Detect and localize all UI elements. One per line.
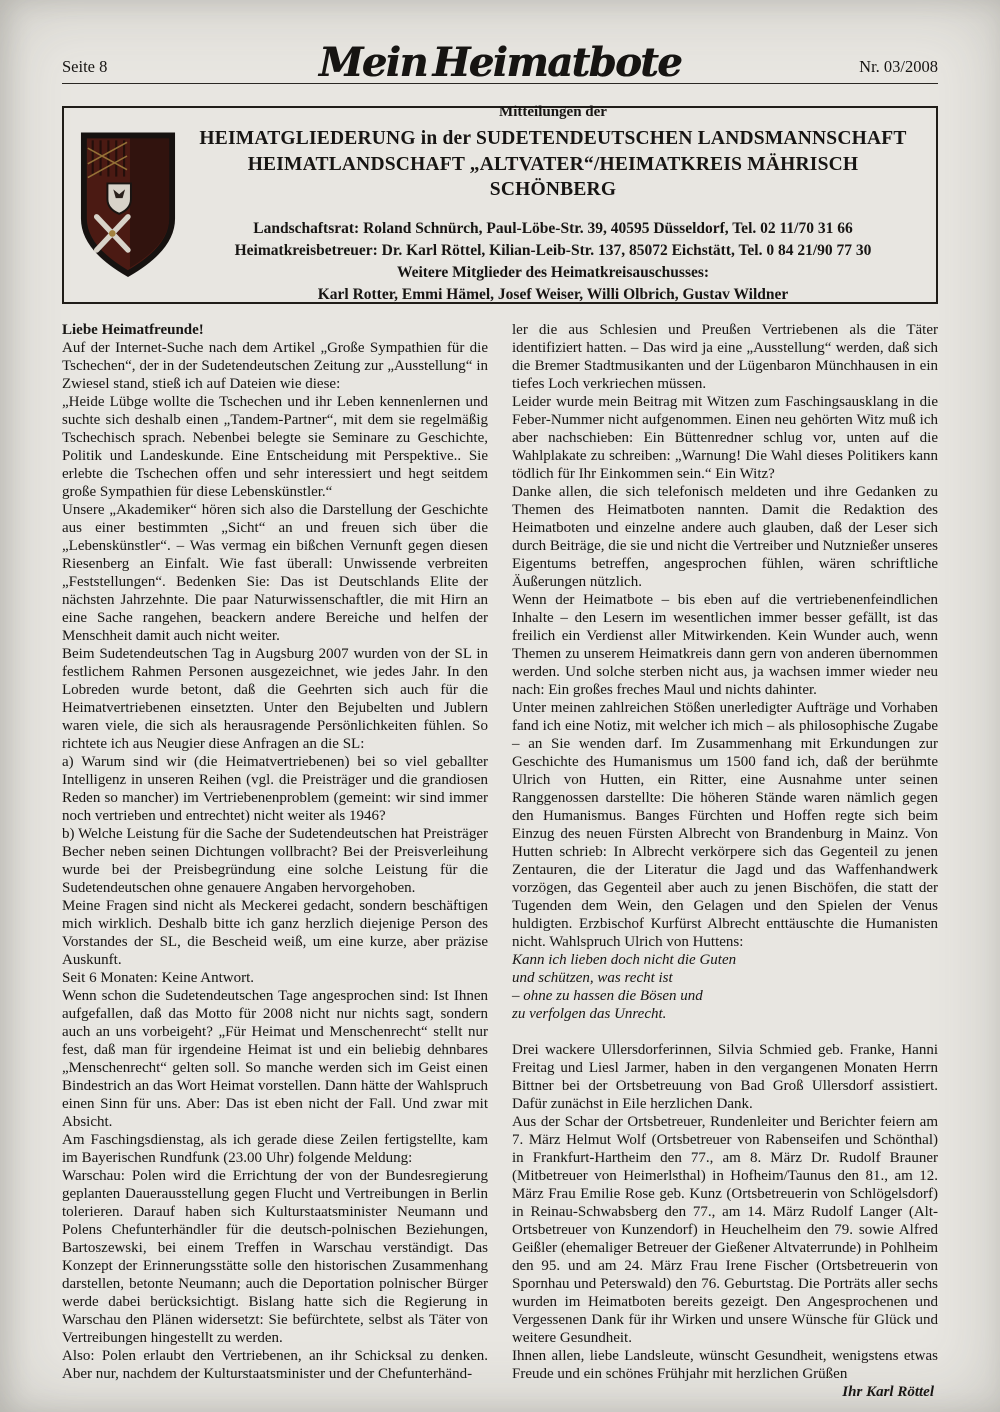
paragraph: Warschau: Polen wird die Errichtung der von der Bundesregierung geplanten Dauerausstellung gegen Flucht und Vertreibungen in Berlin tolerieren. Darauf haben sich Kulturstaatsminister Neumann und Polens Chefunterhändler für die deutsch-polnischen Beziehungen, Bartoszewski, bei einem Treffen in Warschau verständigt. Das Konzept der Erinnerungsstätte solle den historischen Zusammenhang darstellen, betonte Neumann; auch die Deportation polnischer Bürger werde dabei berücksichtigt. Bislang hatte sich die Regierung in Warschau den Plänen widersetzt: Sie befürchtete, selbst als Täter von Vertreibungen hingestellt zu werden. [62, 1168, 488, 1346]
hutten-verse [512, 951, 938, 1023]
right-paragraphs-top [512, 321, 938, 951]
association-infobox [62, 103, 938, 304]
paragraph: b) Welche Leistung für die Sache der Sudetendeutschen hat Preisträger Becher neben seinen Dichtungen vollbracht? Bei der Preisverleihung wurde bei der Preisbegründung eine solche Leistung für die Sudetendeutschen ohne genauere Angaben hervorgehoben. [62, 826, 488, 896]
members-label: Weitere Mitglieder des Heimatkreisauschusses: [396, 264, 710, 282]
signature: Ihr Karl Röttel [842, 1384, 934, 1400]
verse-line: – ohne zu hassen die Bösen und [512, 988, 703, 1004]
paragraph: Unsere „Akademiker“ hören sich also die Darstellung der Geschichte aus einer bestimmten „Sicht“ an und freuen sich über die „Lebenskünstler“. – Was vermag ein bißchen Vernunft gegen diesen Riesenberg an Einfalt. Wie fast überall: Unwissende verbreiten „Feststellungen“. Bedenken Sie: Das ist Deutschlands Elite der nächsten Jahrzehnte. Die paar Naturwissenschaftler, die mit Hirn an eine Sache rangehen, beackern andere Bereiche und helfen der Menschheit damit auch nicht weiter. [62, 502, 488, 644]
landschaftsrat-contact: Landschaftsrat: Roland Schnürch, Paul-Löbe-Str. 39, 40595 Düsseldorf, Tel. 02 11/70 31 66 [253, 220, 853, 238]
paragraph: Wenn der Heimatbote – bis eben auf die vertriebenenfeindlichen Inhalte – den Lesern im wesentlichen immer besser gefällt, ist das freilich ein Verdienst aller Mitwirkenden. Kein Wunder auch, wenn Themen zu unserem Heimatkreis dann gern von anderen übernommen werden. Und solche sterben nicht aus, ja wachsen immer wieder neu nach: Ein großes freches Maul und nichts dahinter. [512, 592, 938, 698]
altvater-coat-of-arms-icon [79, 130, 177, 280]
article-body [62, 321, 938, 1401]
verse-line: Kann ich lieben doch nicht die Guten [512, 952, 737, 968]
paragraph: a) Warum sind wir (die Heimatvertriebenen) bei so viel geballter Intelligenz in unseren Reihen (vgl. die Preisträger und die grandiosen Reden so mancher) im Vertriebenenproblem (gemeint: wir sind immer noch vertrieben und entrechtet) nicht weiter als 1946? [62, 754, 488, 824]
infobox-contacts [184, 218, 922, 306]
crest-container [72, 130, 184, 280]
masthead-title: Mein Heimatbote [318, 39, 682, 86]
verse-line: zu verfolgen das Unrecht. [512, 1006, 667, 1022]
left-paragraphs [62, 339, 488, 1383]
infobox-title-line1: HEIMATGLIEDERUNG in der SUDETENDEUTSCHEN LANDSMANNSCHAFT [199, 127, 907, 149]
right-paragraphs-bottom [512, 1041, 938, 1383]
left-column [62, 321, 488, 1401]
right-column [512, 321, 938, 1401]
paragraph: Am Faschingsdienstag, als ich gerade diese Zeilen fertigstellte, kam im Bayerischen Rundfunk (23.00 Uhr) folgende Meldung: [62, 1132, 488, 1166]
paragraph: Danke allen, die sich telefonisch meldeten und ihre Gedanken zu Themen des Heimatboten nannten. Damit die Redaktion des Heimatboten und einzelne andere auch glauben, daß der Leser sich durch Beiträge, die sie und nicht die Vertreiber und Nutznießer unseres Eigentums betreffen, angesprochen fühlen, wären schriftliche Äußerungen nützlich. [512, 484, 938, 590]
paragraph: Unter meinen zahlreichen Stößen unerledigter Aufträge und Vorhaben fand ich eine Notiz, mit welcher ich mich – als philosophische Zugabe – an Sie wenden darf. Im Zusammenhang mit Erkundungen zur Geschichte des Humanismus um 1500 fand ich, daß der berühmte Ulrich von Hutten, ein Ritter, eine Ausnahme unter seinen Ranggenossen darstellte: Die höheren Stände waren nämlich gegen den Humanismus. Banges Fürchten und Hoffen regte sich beim Einzug des neuen Fürsten Albrecht von Brandenburg in Mainz. Von Hutten schrieb: In Albrecht verkörpere sich das Gegenteil zu jenen Zentauren, die der Literatur die Jagd und das Waffenhandwerk vorzögen, das Gegenteil aber auch zu jenen Bischöfen, die statt der Tugenden dem Wein, den Gelagen und den Spielen der Venus huldigten. Erzbischof Kurfürst Albrecht enttäuschte die Humanisten nicht. Wahlspruch Ulrich von Huttens: [512, 700, 938, 950]
paragraph: Leider wurde mein Beitrag mit Witzen zum Faschingsausklang in die Feber-Nummer nicht aufgenommen. Einen neu gehörten Witz muß ich aber nachschieben: Ein Büttenredner schlug vor, unten auf die Wahlplakate zu schreiben: „Warnung! Die Wahl dieses Politikers kann tödlich für Ihr Einkommen sein.“ Ein Witz? [512, 394, 938, 482]
paragraph: ler die aus Schlesien und Preußen Vertriebenen als die Täter identifiziert hatten. – Das wird ja eine „Ausstellung“ werden, daß sich die Bremer Stadtmusikanten und der Lügenbaron Münchhausen in ein tiefes Loch verkriechen müssen. [512, 322, 938, 392]
paragraph: Seit 6 Monaten: Keine Antwort. [62, 970, 255, 986]
infobox-intro: Mitteilungen der [499, 103, 607, 120]
paragraph: Meine Fragen sind nicht als Meckerei gedacht, sondern beschäftigen mich wirklich. Deshalb bitte ich ganz herzlich diejenige Person des Vorstandes der SL, die Bescheid weiß, um eine kurze, aber präzise Auskunft. [62, 898, 488, 968]
infobox-text [184, 104, 922, 306]
salutation: Liebe Heimatfreunde! [62, 322, 204, 338]
paragraph: „Heide Lübge wollte die Tschechen und ihr Leben kennenlernen und suchte sich deshalb einen „Tandem-Partner“, mit dem sie regelmäßig Tschechisch sprach. Nebenbei belegte sie Seminare zu Geschichte, Politik und Landeskunde. Eine Entscheidung mit Perspektive.. Sie erlebte die Tschechen offen und sehr interessiert und hegt seitdem große Sympathien für diese Lebenskünstler.“ [62, 394, 488, 500]
paragraph: Beim Sudetendeutschen Tag in Augsburg 2007 wurden von der SL in festlichem Rahmen Personen ausgezeichnet, wie jedes Jahr. In den Lobreden wurde betont, daß die Geehrten sich auch für die Heimatvertriebenen einsetzten. Unter den Bejubelten und Jublern waren viele, die sich als herausragende Persönlichkeiten fühlen. So richtete ich aus Neugier diese Anfragen an die SL: [62, 646, 488, 752]
page-header [62, 38, 938, 84]
paragraph: Aus der Schar der Ortsbetreuer, Rundenleiter und Berichter feiern am 7. März Helmut Wolf (Ortsbetreuer von Rabenseifen und Schönthal) in Frankfurt-Hartheim den 77., am 8. März Dr. Rudolf Brauner (Mitbetreuer von Heimerlsthal) in Hofheim/Taunus den 81., am 12. März Frau Emilie Rose geb. Kunz (Ortsbetreuerin von Schlögelsdorf) in Reinau-Schwabsberg den 77., am 14. März Rudolf Langer (Alt-Ortsbetreuer von Kunzendorf) in Heuchelheim den 79. sowie Alfred Geißler (ehemaliger Betreuer der Gießener Altvaterrunde) in Pohlheim den 95. und am 24. März Frau Irene Fischer (Ortsbetreuerin von Spornhau und Peterswald) den 76. Geburtstag. Die Porträts aller sechs wurden im Heimatboten bereits gezeigt. Den Angesprochenen und Vergessenen Dank für ihr Wirken und unsere Wünsche für Glück und weitere Gesundheit. [512, 1114, 938, 1346]
infobox-title-line2: HEIMATLANDSCHAFT „ALTVATER“/HEIMATKREIS MÄHRISCH SCHÖNBERG [247, 153, 859, 201]
verse-line: und schützen, was recht ist [512, 970, 673, 986]
paragraph: Auf der Internet-Suche nach dem Artikel „Große Sympathien für die Tschechen“, der in der Sudetendeutschen Zeitung zur „Ausstellung“ in Zwiesel stand, stieß ich auf Dateien wie diese: [62, 340, 488, 392]
paragraph: Also: Polen erlaubt den Vertriebenen, an ihr Schicksal zu denken. Aber nur, nachdem der Kulturstaatsminister und der Chefunterhänd- [62, 1348, 488, 1382]
members-list: Karl Rotter, Emmi Hämel, Josef Weiser, Willi Olbrich, Gustav Wildner [317, 286, 789, 304]
issue-number: Nr. 03/2008 [859, 57, 938, 76]
page-number: Seite 8 [62, 57, 108, 76]
paragraph: Ihnen allen, liebe Landsleute, wünscht Gesundheit, wenigstens etwas Freude und ein schönes Frühjahr mit herzlichen Grüßen [512, 1348, 938, 1382]
paragraph: Wenn schon die Sudetendeutschen Tage angesprochen sind: Ist Ihnen aufgefallen, daß das Motto für 2008 nicht nur nichts sagt, sondern auch an uns vorbeigeht? „Für Heimat und Menschenrecht“ stellt nur fest, daß man für irgendeine Heimat ist und ein beliebig dehnbares „Menschenrecht“ gelten soll. So manche werden sich im Geist einen Bindestrich an das Wort Heimat vorstellen. Dann hätte der Wahlspruch einen Sinn für uns. Aber: Das ist eben nicht der Fall. Und zwar mit Absicht. [62, 988, 488, 1130]
heimatkreisbetreuer-contact: Heimatkreisbetreuer: Dr. Karl Röttel, Kilian-Leib-Str. 137, 85072 Eichstätt, Tel. 0 84 21/90 77 30 [234, 242, 872, 260]
paragraph: Drei wackere Ullersdorferinnen, Silvia Schmied geb. Franke, Hanni Freitag und Liesl Jarmer, haben in den vergangenen Monaten Herrn Bittner bei der Ortsbetreuung von Bad Groß Ullersdorf assistiert. Dafür zunächst in Eile herzlichen Dank. [512, 1042, 938, 1112]
